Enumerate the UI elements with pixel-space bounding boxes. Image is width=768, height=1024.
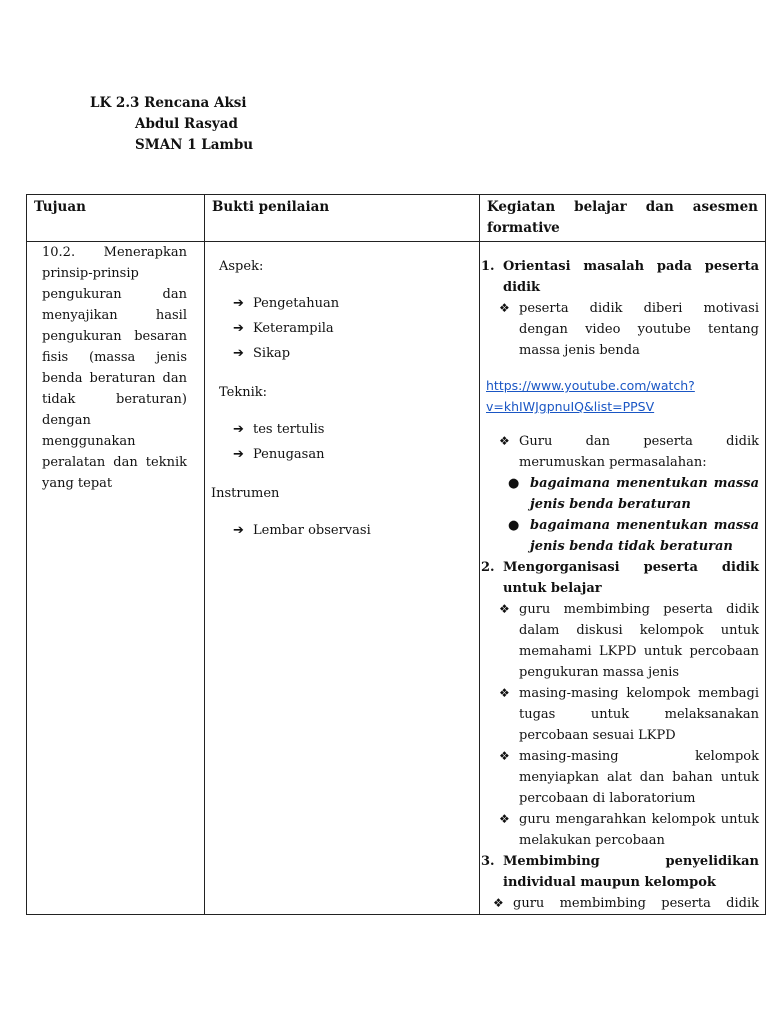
list-item: ➔ Sikap [233,341,473,366]
list-item: ➔ Keterampila [233,316,473,341]
diamond-bullet-icon: ❖ [499,749,510,763]
list-item: ❖ peserta didik diberi motivasi dengan video youtube tentang massa jenis benda [480,298,759,361]
aspek-label: Aspek: [219,259,264,274]
header-bukti-penilaian: Bukti penilaian [205,195,480,242]
action-plan-table [26,194,766,915]
author-name: Abdul Rasyad [135,116,238,132]
step-3: 3. Membimbing penyelidikan individual maupun kelompok [480,851,759,893]
cell-kegiatan [480,242,766,915]
right-arrow-icon: ➔ [233,296,244,311]
list-item: ➔ tes tertulis [233,417,473,442]
step-3-title: Membimbing penyelidikan individual maupun kelompok [503,854,759,890]
step-1-title: Orientasi masalah pada peserta didik [503,259,759,295]
instrumen-label: Instrumen [211,486,280,501]
teknik-list [211,417,473,467]
document-title: LK 2.3 Rencana Aksi [90,95,247,111]
diamond-bullet-icon: ❖ [499,434,510,448]
list-item: ❖ masing-masing kelompok membagi tugas untuk melaksanakan percobaan sesuai LKPD [480,683,759,746]
list-item: ❖ Guru dan peserta didik merumuskan permasalahan: [480,431,759,473]
right-arrow-icon: ➔ [233,523,244,538]
list-item: ➔ Penugasan [233,442,473,467]
document-header [90,93,253,156]
diamond-bullet-icon: ❖ [499,686,510,700]
header-kegiatan: Kegiatan belajar dan asesmen formative [480,195,766,242]
step-2-title: Mengorganisasi peserta didik untuk belajar [503,560,759,596]
school-name: SMAN 1 Lambu [135,137,254,153]
step-1: 1. Orientasi masalah pada peserta didik [480,256,759,298]
cell-tujuan [27,242,205,915]
list-item: ❖ guru membimbing peserta didik dalam diskusi kelompok untuk memahami LKPD untuk percobaan pengukuran massa jenis [480,599,759,683]
list-item: ● bagaimana menentukan massa jenis benda tidak beraturan [480,515,759,557]
list-item: ➔ Lembar observasi [233,518,473,543]
right-arrow-icon: ➔ [233,447,244,462]
teknik-label: Teknik: [219,385,268,400]
table-body-row [27,242,766,915]
list-item: ❖ guru membimbing peserta didik [480,893,759,914]
instrumen-list [211,518,473,543]
diamond-bullet-icon: ❖ [493,896,504,910]
list-item: ➔ Pengetahuan [233,291,473,316]
right-arrow-icon: ➔ [233,321,244,336]
right-arrow-icon: ➔ [233,346,244,361]
dot-bullet-icon: ● [508,476,520,491]
diamond-bullet-icon: ❖ [499,602,510,616]
aspek-list [211,291,473,366]
table-header-row [27,195,766,242]
list-item: ❖ masing-masing kelompok menyiapkan alat dan bahan untuk percobaan di laboratorium [480,746,759,809]
header-tujuan: Tujuan [27,195,205,242]
list-item: ❖ guru mengarahkan kelompok untuk melakukan percobaan [480,809,759,851]
diamond-bullet-icon: ❖ [499,301,510,315]
youtube-link[interactable]: https://www.youtube.com/watch?v=khIWJgpnuIQ&list=PPSV [486,378,695,414]
list-item: ● bagaimana menentukan massa jenis benda beraturan [480,473,759,515]
right-arrow-icon: ➔ [233,422,244,437]
diamond-bullet-icon: ❖ [499,812,510,826]
cell-bukti-penilaian [205,242,480,915]
tujuan-text: 10.2. Menerapkan prinsip-prinsip pengukuran dan menyajikan hasil pengukuran besaran fisis (massa jenis benda beraturan dan tidak beraturan) dengan menggunakan peralatan dan teknik yang tepat [42,245,187,491]
step-2: 2. Mengorganisasi peserta didik untuk belajar [480,557,759,599]
dot-bullet-icon: ● [508,518,520,533]
